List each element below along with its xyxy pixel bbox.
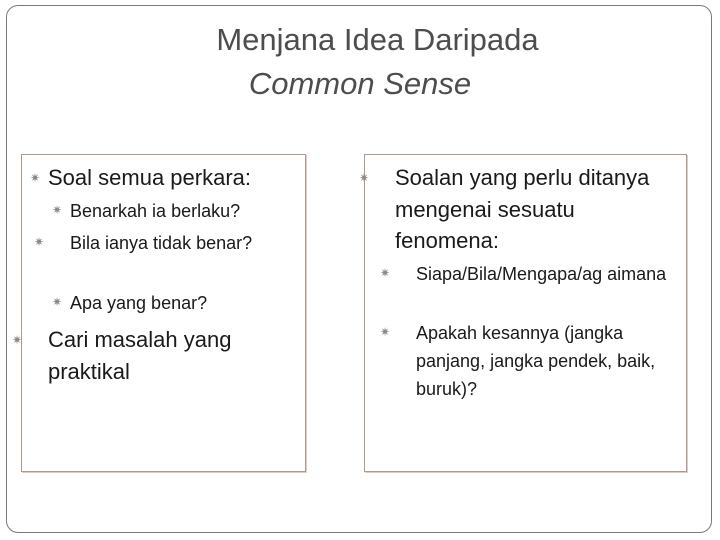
right-sub-item: ✷ Siapa/Bila/Mengapa/ag aimana: [398, 259, 684, 288]
right-heading: ✷ Soalan yang perlu ditanya mengenai sesuatu fenomena:: [359, 165, 650, 253]
right-sub-item: ✷ Apakah kesannya (jangka panjang, jangka pendek, baik, buruk)?: [398, 318, 694, 403]
bullet-icon: ✷: [30, 171, 41, 185]
bullet-icon: ✷: [380, 266, 391, 280]
bullet-icon: ✷: [52, 295, 63, 309]
slide-title: Menjana Idea Daripada: [216, 22, 539, 57]
slide-subtitle: Common Sense: [248, 66, 472, 101]
bullet-icon: ✷: [34, 235, 45, 249]
left-sub-item: ✷ Bila ianya tidak benar?: [52, 228, 260, 257]
bullet-icon: ✷: [52, 203, 63, 217]
left-sub-item: ✷ Apa yang benar?: [52, 288, 304, 317]
bullet-icon: ✷: [12, 333, 23, 347]
bullet-icon: ✷: [359, 171, 370, 185]
left-sub-item: ✷ Benarkah ia berlaku?: [52, 196, 304, 225]
left-heading: ✷ Soal semua perkara:: [30, 162, 305, 194]
bullet-icon: ✷: [380, 325, 391, 339]
left-second-heading: ✷ Cari masalah yang praktikal: [12, 327, 232, 384]
